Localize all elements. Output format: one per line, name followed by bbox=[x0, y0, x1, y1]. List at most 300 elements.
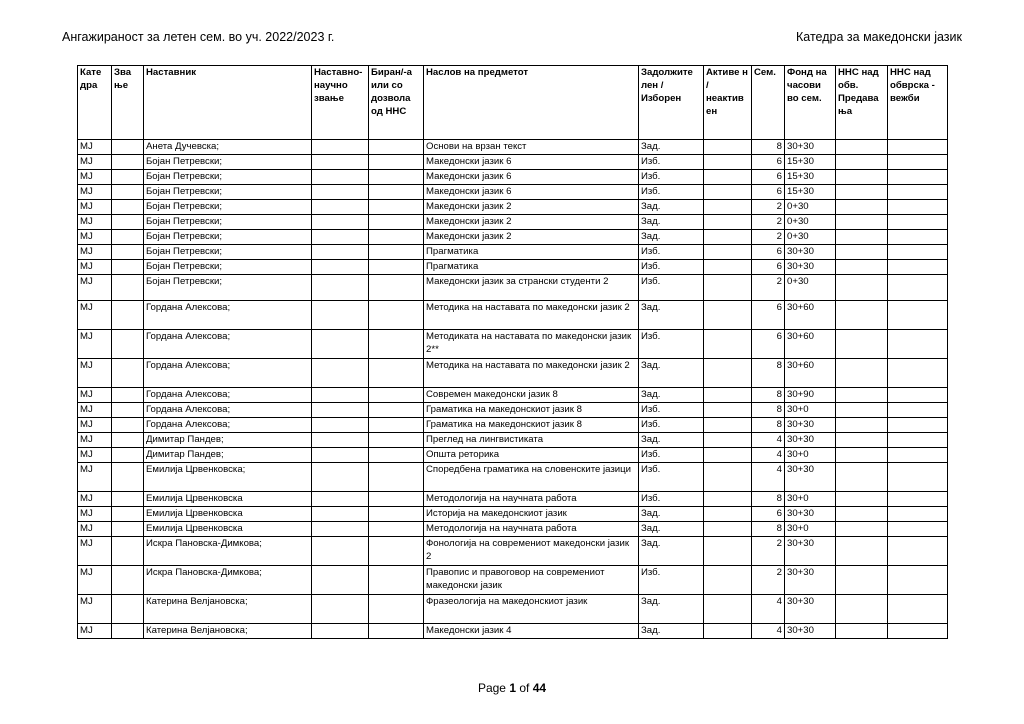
cell-title bbox=[112, 624, 144, 639]
cell-title bbox=[112, 230, 144, 245]
cell-title bbox=[112, 140, 144, 155]
cell-subject: Општа реторика bbox=[424, 448, 639, 463]
cell-extra-exercises bbox=[888, 330, 948, 359]
cell-semester: 8 bbox=[752, 359, 785, 388]
cell-extra-exercises bbox=[888, 566, 948, 595]
cell-department: MJ bbox=[78, 463, 112, 492]
cell-semester: 4 bbox=[752, 624, 785, 639]
table-row bbox=[78, 200, 948, 215]
cell-subject: Македонски јазик 2 bbox=[424, 200, 639, 215]
cell-type: Зад. bbox=[639, 215, 704, 230]
cell-title bbox=[112, 463, 144, 492]
cell-type: Изб. bbox=[639, 492, 704, 507]
cell-teacher: Бојан Петревски; bbox=[144, 245, 312, 260]
cell-title bbox=[112, 492, 144, 507]
cell-elected bbox=[369, 537, 424, 566]
cell-extra-exercises bbox=[888, 463, 948, 492]
page-label: Page bbox=[477, 681, 506, 695]
table-row bbox=[78, 330, 948, 359]
cell-department: MJ bbox=[78, 185, 112, 200]
cell-extra-lectures bbox=[836, 388, 888, 403]
cell-type: Зад. bbox=[639, 537, 704, 566]
cell-status bbox=[704, 507, 752, 522]
cell-extra-exercises bbox=[888, 200, 948, 215]
cell-subject: Македонски јазик 2 bbox=[424, 230, 639, 245]
cell-elected bbox=[369, 388, 424, 403]
cell-status bbox=[704, 260, 752, 275]
cell-semester: 8 bbox=[752, 403, 785, 418]
cell-semester: 6 bbox=[752, 170, 785, 185]
cell-semester: 4 bbox=[752, 463, 785, 492]
cell-hours: 0+30 bbox=[785, 200, 836, 215]
table-row bbox=[78, 507, 948, 522]
cell-department: MJ bbox=[78, 433, 112, 448]
cell-semester: 8 bbox=[752, 388, 785, 403]
cell-extra-exercises bbox=[888, 624, 948, 639]
cell-academic-title bbox=[312, 230, 369, 245]
cell-extra-lectures bbox=[836, 275, 888, 301]
cell-academic-title bbox=[312, 418, 369, 433]
cell-academic-title bbox=[312, 200, 369, 215]
table-row bbox=[78, 185, 948, 200]
cell-subject: Македонски јазик за странски студенти 2 bbox=[424, 275, 639, 301]
col-header: Кате дра bbox=[78, 66, 112, 140]
table-row bbox=[78, 448, 948, 463]
cell-type: Изб. bbox=[639, 185, 704, 200]
col-header: Фонд на часови во сем. bbox=[785, 66, 836, 140]
cell-teacher: Бојан Петревски; bbox=[144, 155, 312, 170]
cell-subject: Правопис и правоговор на современиот македонски јазик bbox=[424, 566, 639, 595]
cell-hours: 30+30 bbox=[785, 140, 836, 155]
cell-extra-lectures bbox=[836, 418, 888, 433]
cell-extra-lectures bbox=[836, 624, 888, 639]
cell-status bbox=[704, 433, 752, 448]
cell-semester: 8 bbox=[752, 522, 785, 537]
cell-title bbox=[112, 448, 144, 463]
cell-department: MJ bbox=[78, 418, 112, 433]
cell-teacher: Димитар Пандев; bbox=[144, 448, 312, 463]
cell-semester: 2 bbox=[752, 200, 785, 215]
cell-hours: 0+30 bbox=[785, 230, 836, 245]
cell-hours: 15+30 bbox=[785, 185, 836, 200]
cell-semester: 6 bbox=[752, 260, 785, 275]
col-header: Сем. bbox=[752, 66, 785, 140]
cell-teacher: Бојан Петревски; bbox=[144, 170, 312, 185]
cell-hours: 30+30 bbox=[785, 537, 836, 566]
cell-type: Изб. bbox=[639, 260, 704, 275]
document-title: Ангажираност за летен сем. во уч. 2022/2023 г. bbox=[62, 30, 335, 44]
cell-title bbox=[112, 301, 144, 330]
cell-elected bbox=[369, 492, 424, 507]
cell-status bbox=[704, 595, 752, 624]
cell-hours: 30+60 bbox=[785, 301, 836, 330]
cell-academic-title bbox=[312, 507, 369, 522]
engagement-table bbox=[77, 65, 948, 639]
cell-department: MJ bbox=[78, 215, 112, 230]
cell-subject: Методиката на наставата по македонски јазик 2** bbox=[424, 330, 639, 359]
department-name: Катедра за македонски јазик bbox=[796, 30, 962, 44]
cell-hours: 30+30 bbox=[785, 433, 836, 448]
cell-title bbox=[112, 595, 144, 624]
cell-extra-lectures bbox=[836, 260, 888, 275]
cell-title bbox=[112, 200, 144, 215]
cell-academic-title bbox=[312, 522, 369, 537]
table-row bbox=[78, 170, 948, 185]
cell-elected bbox=[369, 170, 424, 185]
cell-status bbox=[704, 330, 752, 359]
cell-subject: Методика на наставата по македонски јазик 2 bbox=[424, 359, 639, 388]
table-row bbox=[78, 522, 948, 537]
cell-department: MJ bbox=[78, 507, 112, 522]
cell-academic-title bbox=[312, 245, 369, 260]
cell-department: MJ bbox=[78, 245, 112, 260]
cell-title bbox=[112, 403, 144, 418]
cell-elected bbox=[369, 507, 424, 522]
cell-academic-title bbox=[312, 433, 369, 448]
cell-teacher: Димитар Пандев; bbox=[144, 433, 312, 448]
cell-status bbox=[704, 624, 752, 639]
col-header: Наставно- научно звање bbox=[312, 66, 369, 140]
cell-semester: 2 bbox=[752, 537, 785, 566]
cell-extra-lectures bbox=[836, 230, 888, 245]
cell-elected bbox=[369, 522, 424, 537]
cell-elected bbox=[369, 245, 424, 260]
cell-hours: 30+0 bbox=[785, 448, 836, 463]
cell-elected bbox=[369, 301, 424, 330]
cell-extra-exercises bbox=[888, 595, 948, 624]
table-row bbox=[78, 433, 948, 448]
page-footer bbox=[0, 681, 1024, 695]
cell-semester: 6 bbox=[752, 301, 785, 330]
cell-extra-exercises bbox=[888, 522, 948, 537]
cell-teacher: Гордана Алексова; bbox=[144, 359, 312, 388]
cell-type: Изб. bbox=[639, 418, 704, 433]
cell-extra-exercises bbox=[888, 260, 948, 275]
cell-academic-title bbox=[312, 595, 369, 624]
cell-academic-title bbox=[312, 155, 369, 170]
cell-title bbox=[112, 359, 144, 388]
cell-hours: 0+30 bbox=[785, 275, 836, 301]
cell-status bbox=[704, 245, 752, 260]
cell-extra-lectures bbox=[836, 215, 888, 230]
cell-teacher: Гордана Алексова; bbox=[144, 301, 312, 330]
cell-department: MJ bbox=[78, 537, 112, 566]
cell-type: Изб. bbox=[639, 463, 704, 492]
cell-elected bbox=[369, 260, 424, 275]
cell-semester: 6 bbox=[752, 185, 785, 200]
cell-title bbox=[112, 388, 144, 403]
cell-teacher: Гордана Алексова; bbox=[144, 403, 312, 418]
cell-elected bbox=[369, 418, 424, 433]
cell-type: Зад. bbox=[639, 200, 704, 215]
cell-elected bbox=[369, 275, 424, 301]
cell-type: Зад. bbox=[639, 522, 704, 537]
cell-hours: 30+30 bbox=[785, 624, 836, 639]
table-row bbox=[78, 418, 948, 433]
cell-type: Изб. bbox=[639, 330, 704, 359]
cell-elected bbox=[369, 215, 424, 230]
cell-semester: 2 bbox=[752, 215, 785, 230]
cell-extra-exercises bbox=[888, 185, 948, 200]
cell-hours: 30+30 bbox=[785, 260, 836, 275]
cell-hours: 30+30 bbox=[785, 566, 836, 595]
cell-semester: 8 bbox=[752, 492, 785, 507]
cell-elected bbox=[369, 403, 424, 418]
cell-subject: Македонски јазик 6 bbox=[424, 185, 639, 200]
cell-hours: 15+30 bbox=[785, 155, 836, 170]
cell-department: MJ bbox=[78, 359, 112, 388]
cell-hours: 30+30 bbox=[785, 507, 836, 522]
cell-department: MJ bbox=[78, 155, 112, 170]
cell-hours: 30+30 bbox=[785, 418, 836, 433]
cell-academic-title bbox=[312, 330, 369, 359]
cell-extra-lectures bbox=[836, 522, 888, 537]
cell-type: Зад. bbox=[639, 388, 704, 403]
table-row bbox=[78, 388, 948, 403]
cell-extra-lectures bbox=[836, 185, 888, 200]
cell-academic-title bbox=[312, 185, 369, 200]
cell-subject: Методологија на научната работа bbox=[424, 522, 639, 537]
cell-status bbox=[704, 215, 752, 230]
table-row bbox=[78, 245, 948, 260]
cell-semester: 8 bbox=[752, 418, 785, 433]
cell-extra-lectures bbox=[836, 595, 888, 624]
table-row bbox=[78, 260, 948, 275]
cell-title bbox=[112, 537, 144, 566]
cell-academic-title bbox=[312, 624, 369, 639]
cell-department: MJ bbox=[78, 260, 112, 275]
cell-teacher: Емилија Црвенковска bbox=[144, 492, 312, 507]
cell-type: Изб. bbox=[639, 245, 704, 260]
cell-subject: Споредбена граматика на словенските јазици bbox=[424, 463, 639, 492]
cell-title bbox=[112, 215, 144, 230]
cell-hours: 30+30 bbox=[785, 463, 836, 492]
cell-department: MJ bbox=[78, 448, 112, 463]
cell-hours: 0+30 bbox=[785, 215, 836, 230]
cell-status bbox=[704, 537, 752, 566]
cell-department: MJ bbox=[78, 595, 112, 624]
cell-academic-title bbox=[312, 359, 369, 388]
cell-teacher: Гордана Алексова; bbox=[144, 418, 312, 433]
cell-teacher: Гордана Алексова; bbox=[144, 388, 312, 403]
cell-elected bbox=[369, 155, 424, 170]
cell-academic-title bbox=[312, 260, 369, 275]
cell-extra-exercises bbox=[888, 275, 948, 301]
cell-hours: 30+60 bbox=[785, 330, 836, 359]
cell-status bbox=[704, 418, 752, 433]
cell-teacher: Искра Пановска-Димкова; bbox=[144, 537, 312, 566]
cell-hours: 15+30 bbox=[785, 170, 836, 185]
cell-hours: 30+30 bbox=[785, 245, 836, 260]
cell-extra-lectures bbox=[836, 170, 888, 185]
cell-status bbox=[704, 275, 752, 301]
cell-status bbox=[704, 522, 752, 537]
cell-elected bbox=[369, 359, 424, 388]
cell-department: MJ bbox=[78, 301, 112, 330]
cell-teacher: Бојан Петревски; bbox=[144, 260, 312, 275]
table-row bbox=[78, 301, 948, 330]
cell-subject: Македонски јазик 4 bbox=[424, 624, 639, 639]
cell-title bbox=[112, 185, 144, 200]
cell-teacher: Гордана Алексова; bbox=[144, 330, 312, 359]
table-row bbox=[78, 595, 948, 624]
cell-semester: 2 bbox=[752, 275, 785, 301]
cell-extra-exercises bbox=[888, 418, 948, 433]
cell-subject: Македонски јазик 6 bbox=[424, 170, 639, 185]
cell-extra-exercises bbox=[888, 245, 948, 260]
cell-semester: 6 bbox=[752, 245, 785, 260]
cell-extra-lectures bbox=[836, 330, 888, 359]
cell-teacher: Емилија Црвенковска bbox=[144, 522, 312, 537]
cell-status bbox=[704, 155, 752, 170]
table-row bbox=[78, 463, 948, 492]
cell-type: Изб. bbox=[639, 448, 704, 463]
cell-department: MJ bbox=[78, 200, 112, 215]
cell-title bbox=[112, 245, 144, 260]
cell-subject: Прагматика bbox=[424, 260, 639, 275]
cell-title bbox=[112, 418, 144, 433]
col-header: ННС над обврска - вежби bbox=[888, 66, 948, 140]
table-row bbox=[78, 155, 948, 170]
cell-department: MJ bbox=[78, 624, 112, 639]
cell-elected bbox=[369, 330, 424, 359]
cell-type: Зад. bbox=[639, 301, 704, 330]
cell-extra-exercises bbox=[888, 230, 948, 245]
cell-subject: Методологија на научната работа bbox=[424, 492, 639, 507]
cell-title bbox=[112, 330, 144, 359]
cell-status bbox=[704, 230, 752, 245]
cell-department: MJ bbox=[78, 403, 112, 418]
cell-extra-exercises bbox=[888, 301, 948, 330]
cell-academic-title bbox=[312, 403, 369, 418]
cell-title bbox=[112, 155, 144, 170]
cell-extra-lectures bbox=[836, 200, 888, 215]
cell-department: MJ bbox=[78, 522, 112, 537]
cell-semester: 8 bbox=[752, 140, 785, 155]
cell-teacher: Бојан Петревски; bbox=[144, 200, 312, 215]
cell-academic-title bbox=[312, 140, 369, 155]
table-row bbox=[78, 359, 948, 388]
table-row bbox=[78, 566, 948, 595]
col-header: Биран/-а или со дозвола од ННС bbox=[369, 66, 424, 140]
cell-extra-lectures bbox=[836, 140, 888, 155]
cell-type: Зад. bbox=[639, 624, 704, 639]
cell-title bbox=[112, 566, 144, 595]
table-row bbox=[78, 140, 948, 155]
cell-subject: Прагматика bbox=[424, 245, 639, 260]
cell-extra-lectures bbox=[836, 566, 888, 595]
cell-subject: Историја на македонскиот јазик bbox=[424, 507, 639, 522]
cell-extra-lectures bbox=[836, 403, 888, 418]
cell-teacher: Емилија Црвенковска; bbox=[144, 463, 312, 492]
cell-department: MJ bbox=[78, 140, 112, 155]
col-header: Наслов на предметот bbox=[424, 66, 639, 140]
cell-subject: Основи на врзан текст bbox=[424, 140, 639, 155]
cell-teacher: Емилија Црвенковска bbox=[144, 507, 312, 522]
cell-subject: Македонски јазик 6 bbox=[424, 155, 639, 170]
cell-subject: Преглед на лингвистиката bbox=[424, 433, 639, 448]
cell-extra-exercises bbox=[888, 215, 948, 230]
cell-subject: Фонологија на современиот македонски јазик 2 bbox=[424, 537, 639, 566]
cell-elected bbox=[369, 185, 424, 200]
cell-type: Зад. bbox=[639, 595, 704, 624]
cell-title bbox=[112, 275, 144, 301]
table-body bbox=[78, 140, 948, 639]
cell-academic-title bbox=[312, 566, 369, 595]
cell-type: Зад. bbox=[639, 507, 704, 522]
cell-extra-lectures bbox=[836, 301, 888, 330]
cell-academic-title bbox=[312, 170, 369, 185]
col-header: ННС над обв. Предава ња bbox=[836, 66, 888, 140]
cell-teacher: Бојан Петревски; bbox=[144, 230, 312, 245]
cell-extra-lectures bbox=[836, 359, 888, 388]
cell-teacher: Анета Дучевска; bbox=[144, 140, 312, 155]
cell-elected bbox=[369, 624, 424, 639]
cell-status bbox=[704, 492, 752, 507]
cell-semester: 6 bbox=[752, 330, 785, 359]
cell-status bbox=[704, 200, 752, 215]
cell-title bbox=[112, 170, 144, 185]
cell-status bbox=[704, 463, 752, 492]
cell-status bbox=[704, 301, 752, 330]
cell-elected bbox=[369, 463, 424, 492]
cell-type: Зад. bbox=[639, 433, 704, 448]
cell-status bbox=[704, 566, 752, 595]
cell-extra-exercises bbox=[888, 492, 948, 507]
cell-academic-title bbox=[312, 388, 369, 403]
cell-hours: 30+60 bbox=[785, 359, 836, 388]
page-total: 44 bbox=[532, 681, 547, 695]
cell-subject: Македонски јазик 2 bbox=[424, 215, 639, 230]
cell-title bbox=[112, 260, 144, 275]
cell-title bbox=[112, 433, 144, 448]
cell-teacher: Бојан Петревски; bbox=[144, 275, 312, 301]
cell-department: MJ bbox=[78, 170, 112, 185]
table-row bbox=[78, 403, 948, 418]
cell-extra-exercises bbox=[888, 433, 948, 448]
cell-department: MJ bbox=[78, 230, 112, 245]
cell-extra-exercises bbox=[888, 359, 948, 388]
cell-semester: 4 bbox=[752, 448, 785, 463]
cell-academic-title bbox=[312, 301, 369, 330]
cell-extra-exercises bbox=[888, 537, 948, 566]
table-row bbox=[78, 537, 948, 566]
cell-hours: 30+0 bbox=[785, 522, 836, 537]
col-header: Задолжите лен / Изборен bbox=[639, 66, 704, 140]
cell-status bbox=[704, 388, 752, 403]
table-row bbox=[78, 275, 948, 301]
cell-academic-title bbox=[312, 463, 369, 492]
cell-type: Изб. bbox=[639, 155, 704, 170]
cell-academic-title bbox=[312, 215, 369, 230]
cell-extra-lectures bbox=[836, 448, 888, 463]
table-row bbox=[78, 624, 948, 639]
cell-elected bbox=[369, 200, 424, 215]
cell-academic-title bbox=[312, 275, 369, 301]
cell-extra-exercises bbox=[888, 507, 948, 522]
cell-teacher: Искра Пановска-Димкова; bbox=[144, 566, 312, 595]
cell-extra-exercises bbox=[888, 170, 948, 185]
col-header: Зва ње bbox=[112, 66, 144, 140]
cell-elected bbox=[369, 433, 424, 448]
cell-extra-lectures bbox=[836, 537, 888, 566]
cell-department: MJ bbox=[78, 330, 112, 359]
cell-department: MJ bbox=[78, 388, 112, 403]
cell-status bbox=[704, 140, 752, 155]
col-header: Наставник bbox=[144, 66, 312, 140]
cell-hours: 30+0 bbox=[785, 492, 836, 507]
cell-semester: 6 bbox=[752, 507, 785, 522]
